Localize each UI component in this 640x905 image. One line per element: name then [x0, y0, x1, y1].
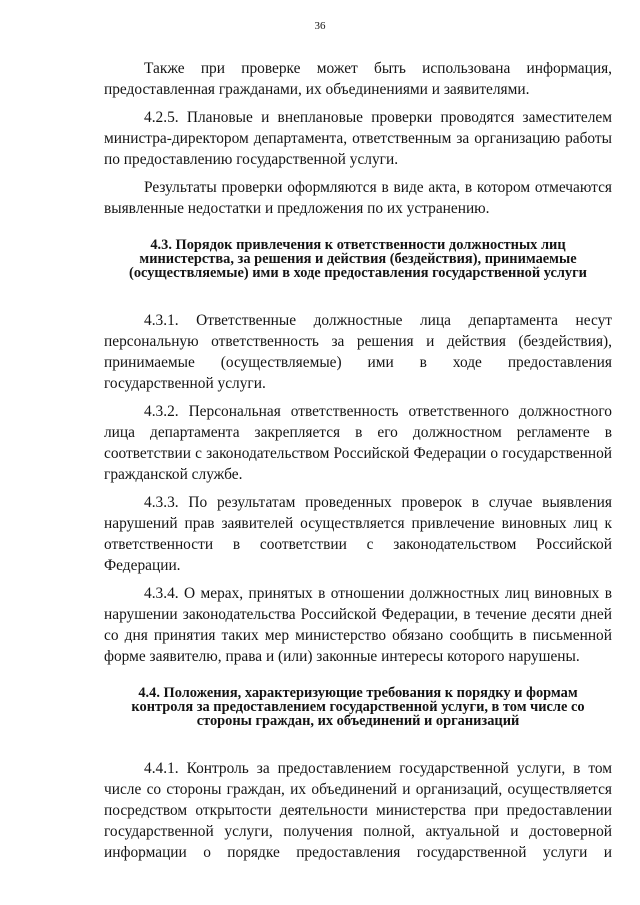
paragraph: Результаты проверки оформляются в виде акта, в котором отмечаются выявленные недостатки и предложения по их устранению. [104, 179, 612, 217]
paragraph: 4.3.3. По результатам проведенных проверок в случае выявления нарушений прав заявителей осуществляется привлечение виновных лиц к ответственности в соответствии с законодательством Российской Федерации. [104, 494, 612, 574]
paragraph: 4.3.1. Ответственные должностные лица департамента несут персональную ответственность за решения и действия (бездействия), принимаемые (осуществляемые) ими в ходе предоставления государственной услуги. [104, 312, 612, 392]
page-number: 36 [314, 20, 326, 32]
section-heading-4-3: 4.3. Порядок привлечения к ответственности должностных лиц министерства, за решения и действия (бездействия), принимаемые (осуществляемые) ими в ходе предоставления государственной услуги [129, 237, 587, 281]
paragraph: Также при проверке может быть использована информация, предоставленная гражданами, их объединениями и заявителями. [104, 60, 612, 98]
paragraph: 4.3.2. Персональная ответственность ответственного должностного лица департамента закрепляется в его должностном регламенте в соответствии с законодательством Российской Федерации о государственной гражданской службе. [104, 403, 612, 483]
paragraph: 4.2.5. Плановые и внеплановые проверки проводятся заместителем министра-директором департамента, ответственным за организацию работы по предоставлению государственной услуги. [104, 109, 612, 168]
document-body [104, 58, 612, 870]
section-heading-4-4: 4.4. Положения, характеризующие требования к порядку и формам контроля за предоставлением государственной услуги, в том числе со стороны граждан, их объединений и организаций [131, 685, 585, 729]
paragraph: 4.3.4. О мерах, принятых в отношении должностных лиц виновных в нарушении законодательства Российской Федерации, в течение десяти дней со дня принятия таких мер министерство обязано сообщить в письменной форме заявителю, права и (или) законные интересы которого нарушены. [104, 585, 612, 665]
paragraph: 4.4.1. Контроль за предоставлением государственной услуги, в том числе со стороны граждан, их объединений и организаций, осуществляется посредством открытости деятельности министерства при предоставлении государственной услуги, получения полной, актуальной и достоверной информации о порядке предоставления государственной услуги и [104, 760, 612, 861]
